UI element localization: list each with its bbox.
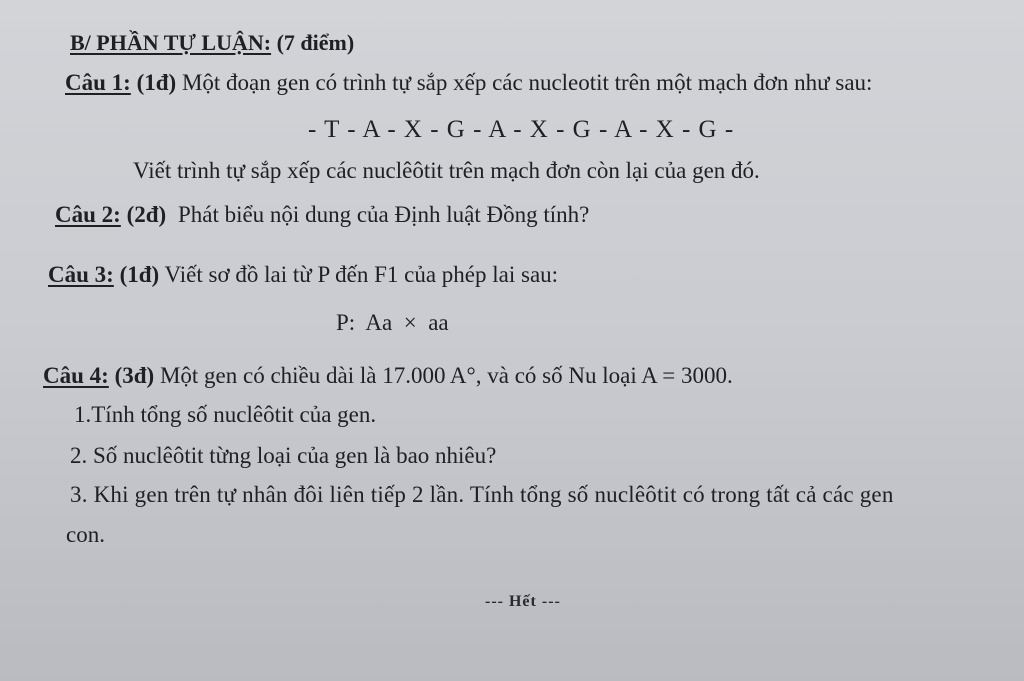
- q1-instruction: Viết trình tự sắp xếp các nuclêôtit trên mạch đơn còn lại của gen đó.: [133, 158, 760, 183]
- q4-text: Một gen có chiều dài là 17.000 A°, và có số Nu loại A = 3000.: [159, 363, 733, 388]
- question-2: [55, 202, 589, 228]
- q1-label: Câu 1:: [65, 70, 131, 95]
- q4-item-3-cont: con.: [66, 522, 105, 547]
- end-marker: --- Hết ---: [485, 593, 561, 610]
- q2-text: Phát biểu nội dung của Định luật Đồng tính?: [177, 202, 590, 227]
- q3-label: Câu 3:: [48, 262, 114, 287]
- q3-points: (1đ): [119, 262, 160, 287]
- q1-points: (1đ): [136, 70, 177, 95]
- q3-cross: P: Aa × aa: [336, 310, 449, 335]
- q1-text: Một đoạn gen có trình tự sắp xếp các nucleotit trên một mạch đơn như sau:: [181, 70, 873, 95]
- q2-points: (2đ): [126, 202, 167, 227]
- q4-item-1: 1.Tính tổng số nuclêôtit của gen.: [74, 402, 377, 427]
- q2-label: Câu 2:: [55, 202, 121, 227]
- q4-item-2: 2. Số nuclêôtit từng loại của gen là bao nhiêu?: [70, 443, 497, 468]
- q4-points: (3đ): [114, 363, 155, 388]
- question-4: [43, 363, 733, 389]
- q3-text: Viết sơ đồ lai từ P đến F1 của phép lai sau:: [164, 262, 559, 287]
- q4-item-3: 3. Khi gen trên tự nhân đôi liên tiếp 2 lần. Tính tổng số nuclêôtit có trong tất cả các gen: [70, 482, 894, 507]
- question-1: [65, 70, 872, 96]
- section-points: (7 điểm): [276, 30, 355, 55]
- section-label: B/ PHẦN TỰ LUẬN:: [70, 30, 272, 55]
- question-3: [48, 262, 558, 288]
- section-heading: [70, 30, 354, 56]
- q4-label: Câu 4:: [43, 363, 109, 388]
- q1-sequence: - T - A - X - G - A - X - G - A - X - G -: [308, 116, 735, 143]
